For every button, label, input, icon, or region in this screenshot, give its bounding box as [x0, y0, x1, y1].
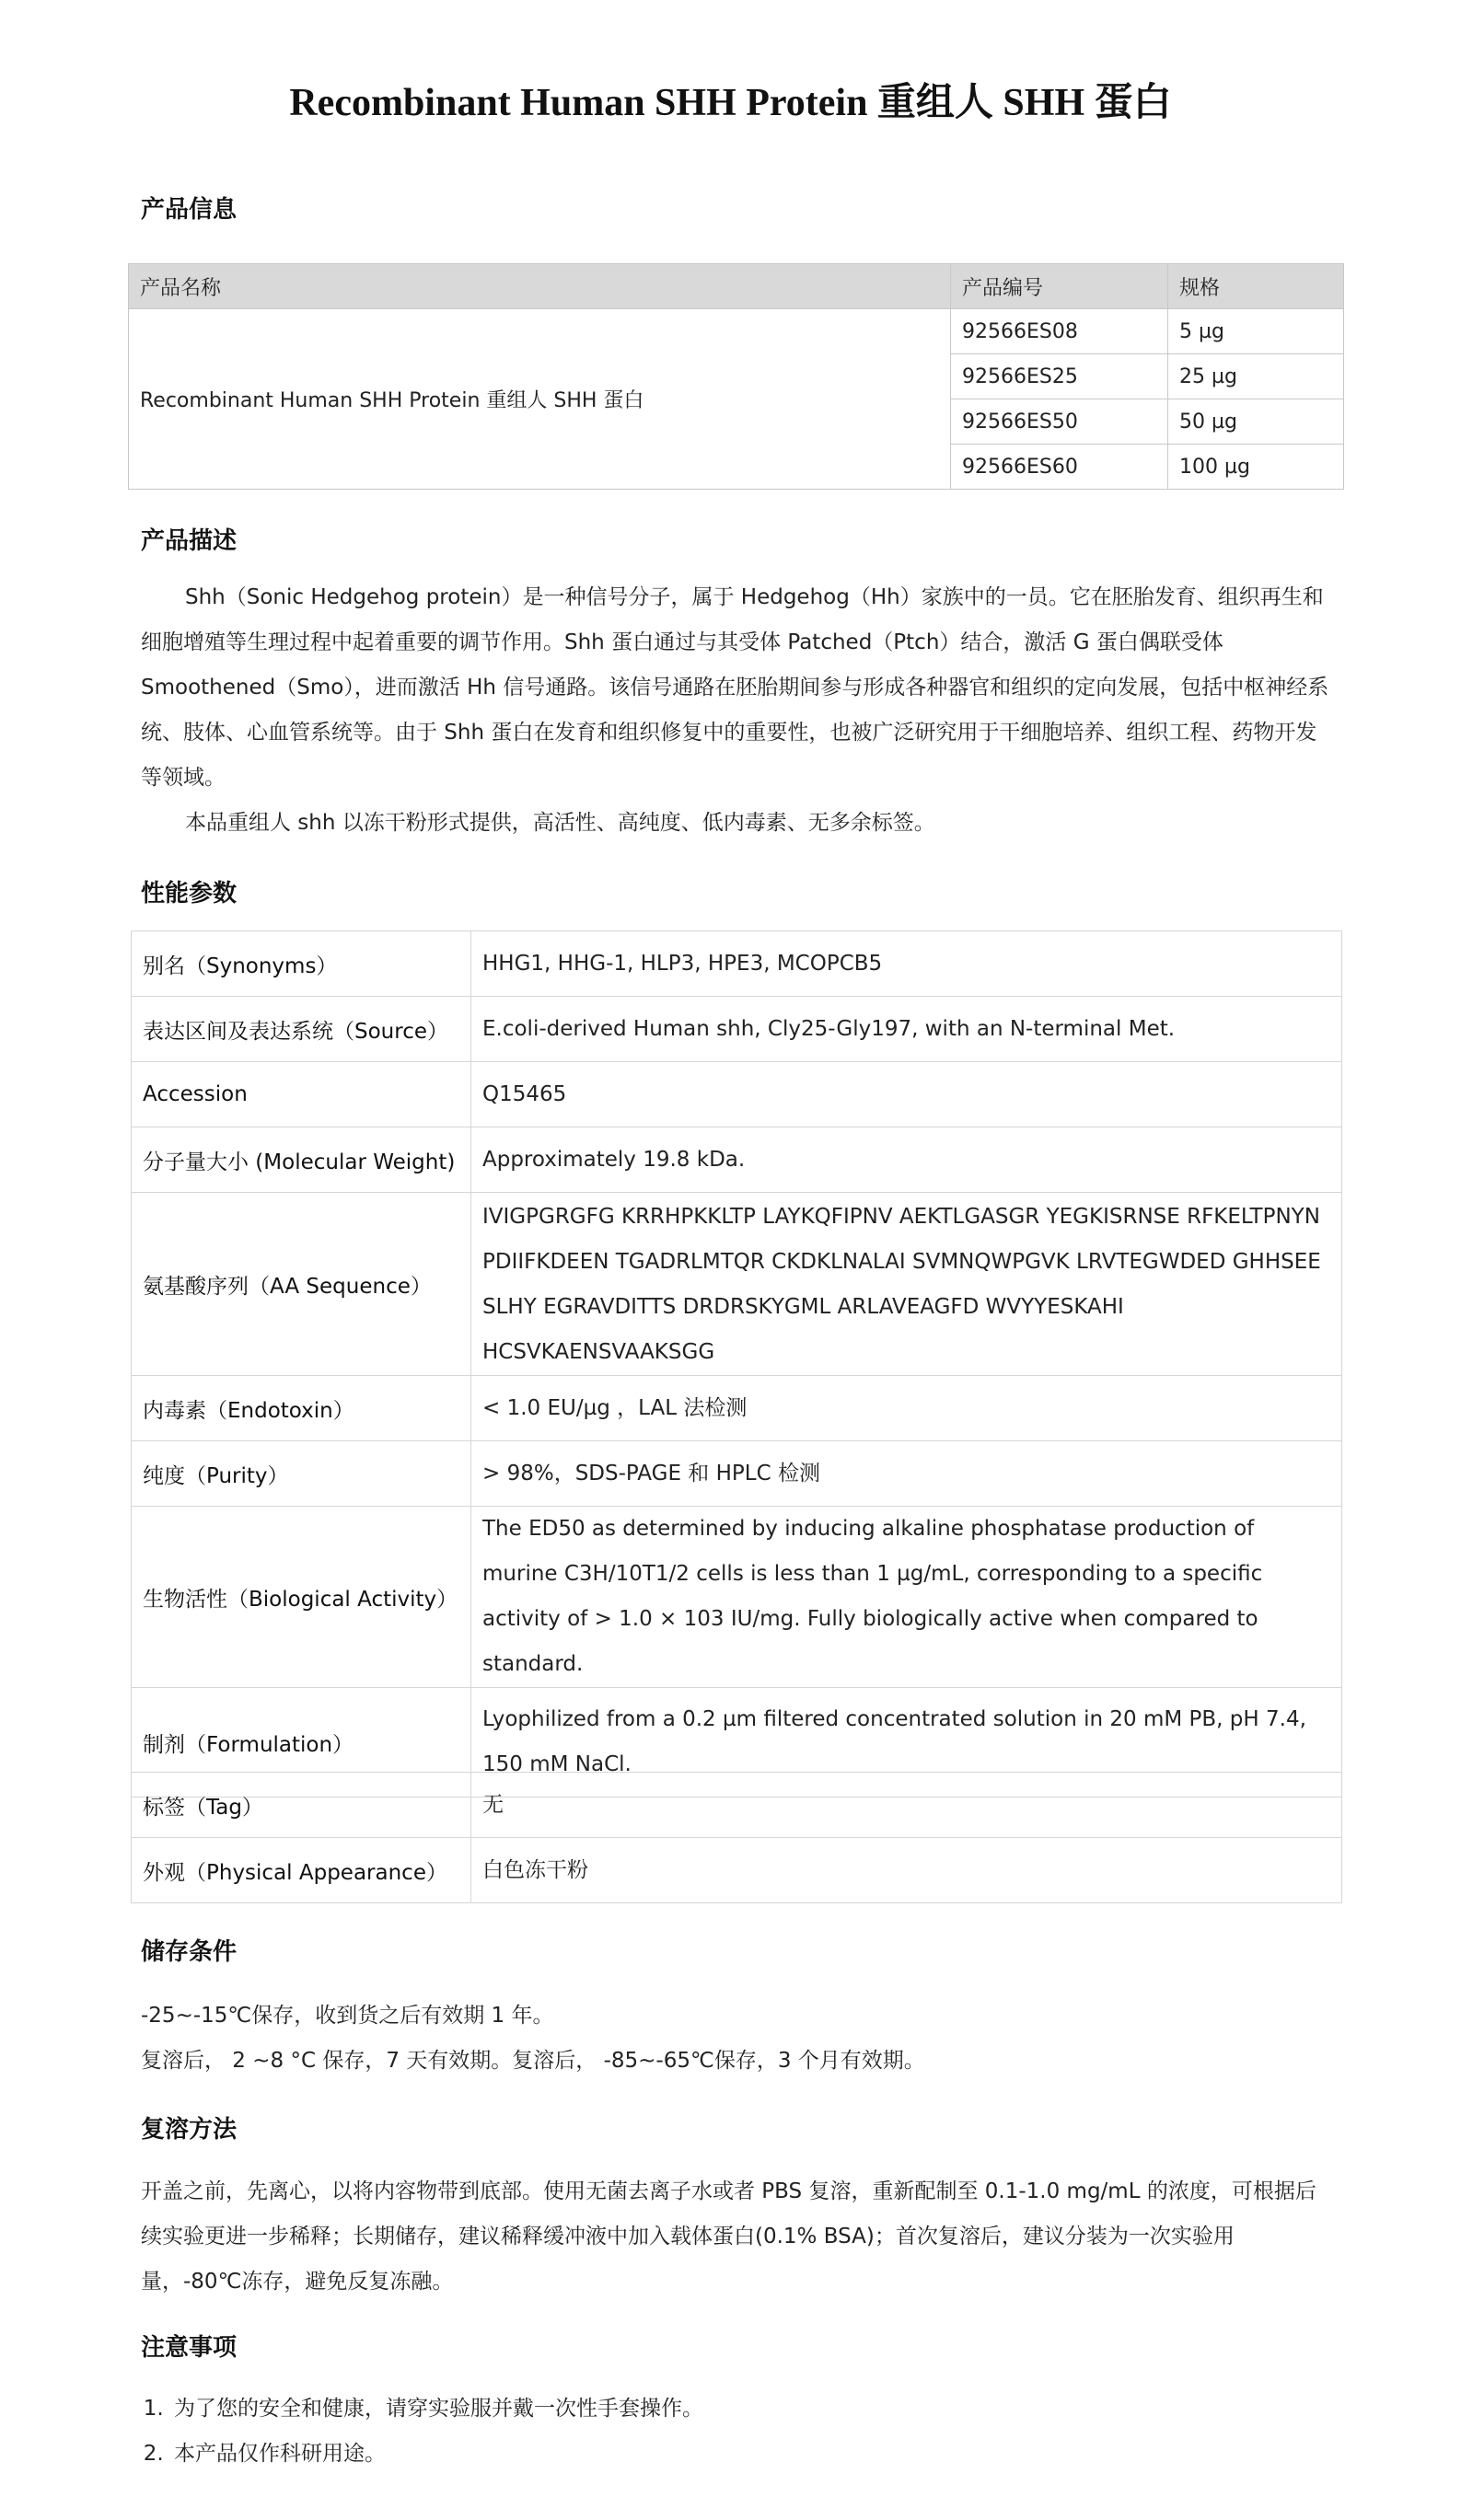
spec-key: 标签（Tag） [132, 1773, 471, 1838]
spec-key: 外观（Physical Appearance） [132, 1838, 471, 1903]
table-row [132, 1127, 1342, 1193]
spec-key: 别名（Synonyms） [132, 931, 471, 997]
table-row [132, 1062, 1342, 1127]
reconstitution-text: 开盖之前，先离心，以将内容物带到底部。使用无菌去离子水或者 PBS 复溶，重新配制至 0.1-1.0 mg/mL 的浓度，可根据后续实验更进一步稀释；长期储存，建议稀释缓冲液中加入载体蛋白(0.1% BSA)；首次复溶后，建议分装为一次实验用量，-80℃冻存，避免反复冻融。 [141, 2179, 1316, 2294]
spec-value: E.coli-derived Human shh, Cly25-Gly197, with an N-terminal Met. [471, 997, 1342, 1062]
product-code-cell: 92566ES08 [951, 309, 1168, 354]
spec-value: The ED50 as determined by inducing alkaline phosphatase production of murine C3H/10T1/2 cells is less than 1 µg/mL, corresponding to a specific activity of > 1.0 × 103 IU/mg. Fully biologically active when compared to standard. [471, 1507, 1342, 1688]
spec-table [131, 931, 1342, 1798]
spec-value: > 98%，SDS-PAGE 和 HPLC 检测 [471, 1441, 1342, 1507]
storage-line-2: 复溶后， 2 ~8 °C 保存，7 天有效期。复溶后， -85~-65℃保存，3 个月有效期。 [141, 2049, 925, 2073]
product-size-cell: 5 µg [1168, 309, 1344, 354]
heading-product-info: 产品信息 [141, 196, 238, 224]
product-info-table [128, 263, 1344, 490]
product-code-cell: 92566ES25 [951, 354, 1168, 399]
product-code-cell: 92566ES50 [951, 399, 1168, 445]
spec-value: Lyophilized from a 0.2 µm filtered concentrated solution in 20 mM PB, pH 7.4, 150 mM NaCl. [471, 1688, 1342, 1798]
description-paragraph-2: 本品重组人 shh 以冻干粉形式提供，高活性、高纯度、低内毒素、无多余标签。 [185, 811, 935, 835]
spec-key: 生物活性（Biological Activity） [132, 1507, 471, 1688]
heading-storage: 储存条件 [141, 1938, 238, 1966]
header-size: 规格 [1168, 264, 1344, 309]
notes-body [141, 2387, 1334, 2477]
product-table-header [129, 264, 1344, 309]
storage-line-1: -25~-15℃保存，收到货之后有效期 1 年。 [141, 2004, 554, 2028]
heading-notes: 注意事项 [141, 2334, 238, 2362]
product-size-cell: 50 µg [1168, 399, 1344, 445]
spec-key: 表达区间及表达系统（Source） [132, 997, 471, 1062]
table-row [132, 1838, 1342, 1903]
spec-value: < 1.0 EU/µg ，LAL 法检测 [471, 1376, 1342, 1441]
table-row [129, 309, 1344, 354]
table-row [132, 997, 1342, 1062]
spec-value: Approximately 19.8 kDa. [471, 1127, 1342, 1193]
spec-value: HHG1, HHG-1, HLP3, HPE3, MCOPCB5 [471, 931, 1342, 997]
product-size-cell: 25 µg [1168, 354, 1344, 399]
list-item: 2. 本产品仅作科研用途。 [170, 2432, 1334, 2477]
product-name-cell: Recombinant Human SHH Protein 重组人 SHH 蛋白 [129, 309, 951, 490]
heading-performance: 性能参数 [141, 880, 238, 907]
list-item: 1. 为了您的安全和健康，请穿实验服并戴一次性手套操作。 [170, 2387, 1334, 2432]
storage-body [141, 1994, 1334, 2084]
product-size-cell: 100 µg [1168, 445, 1344, 490]
spec-key: 氨基酸序列（AA Sequence） [132, 1193, 471, 1376]
table-row [132, 931, 1342, 997]
spec-key: 纯度（Purity） [132, 1441, 471, 1507]
notes-list [141, 2387, 1334, 2477]
table-row [132, 1193, 1342, 1376]
spec-value: IVIGPGRGFG KRRHPKKLTP LAYKQFIPNV AEKTLGASGR YEGKISRNSE RFKELTPNYN PDIIFKDEEN TGADRLMTQR CKDKLNALAI SVMNQWPGVK LRVTEGWDED GHHSEE SLHY EGRAVDITTS DRDRSKYGML ARLAVEAGFD WVYYESKAHI HCSVKAENSVAAKSGG [471, 1193, 1342, 1376]
spec-key: Accession [132, 1062, 471, 1127]
spec-key: 内毒素（Endotoxin） [132, 1376, 471, 1441]
document-title: Recombinant Human SHH Protein 重组人 SHH 蛋白 [289, 82, 1172, 124]
header-product-code: 产品编号 [951, 264, 1168, 309]
heading-reconstitution: 复溶方法 [141, 2116, 238, 2144]
spec-key: 分子量大小 (Molecular Weight) [132, 1127, 471, 1193]
product-code-cell: 92566ES60 [951, 445, 1168, 490]
spec-value: 无 [471, 1773, 1342, 1838]
spec-key: 制剂（Formulation） [132, 1688, 471, 1798]
reconstitution-body [141, 2169, 1334, 2305]
table-row [132, 1376, 1342, 1441]
heading-description: 产品描述 [141, 527, 238, 555]
table-row [132, 1441, 1342, 1507]
header-product-name: 产品名称 [129, 264, 951, 309]
description-paragraph-1: Shh（Sonic Hedgehog protein）是一种信号分子，属于 Hedgehog（Hh）家族中的一员。它在胚胎发育、组织再生和细胞增殖等生理过程中起着重要的调节作用。Shh 蛋白通过与其受体 Patched（Ptch）结合，激活 G 蛋白偶联受体 Smoothened（Smo），进而激活 Hh 信号通路。该信号通路在胚胎期间参与形成各种器官和组织的定向发展，包括中枢神经系统、肢体、心血管系统等。由于 Shh 蛋白在发育和组织修复中的重要性，也被广泛研究用于干细胞培养、组织工程、药物开发等领域。 [141, 585, 1329, 790]
table-row [132, 1773, 1342, 1838]
spec-value: 白色冻干粉 [471, 1838, 1342, 1903]
spec-table-secondary [131, 1772, 1342, 1903]
spec-value: Q15465 [471, 1062, 1342, 1127]
description-body [141, 575, 1334, 846]
table-row [132, 1507, 1342, 1688]
